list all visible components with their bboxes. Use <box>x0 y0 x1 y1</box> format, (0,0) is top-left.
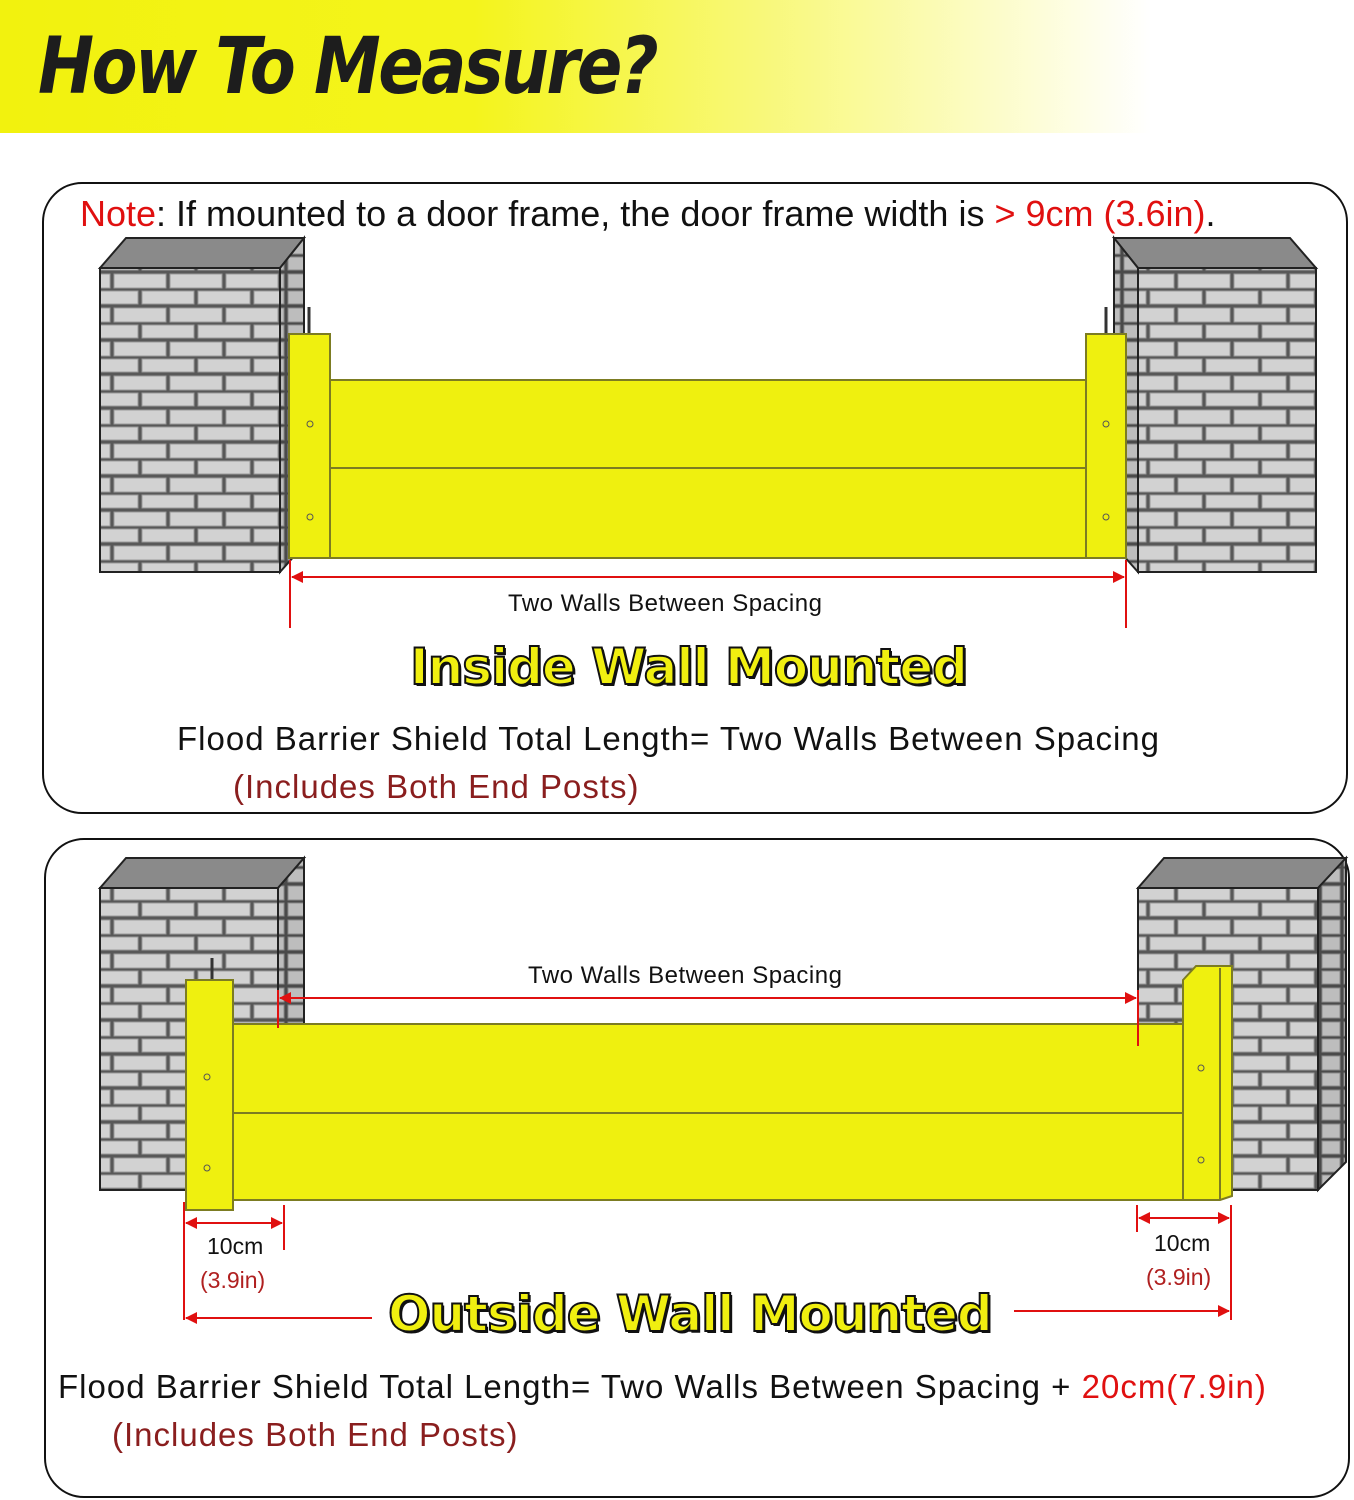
inside-barrier <box>289 307 1126 558</box>
inside-includes: (Includes Both End Posts) <box>233 768 640 805</box>
note-line <box>80 193 1216 235</box>
outside-title: Outside Wall Mounted <box>388 1285 992 1343</box>
outside-formula <box>58 1368 1267 1406</box>
note-value: > 9cm (3.6in) <box>994 193 1206 234</box>
inside-spacing-label: Two Walls Between Spacing <box>508 590 823 617</box>
inside-right-wall <box>1114 238 1316 572</box>
right-post-in: (3.9in) <box>1146 1264 1212 1290</box>
outside-formula-main: Flood Barrier Shield Total Length= Two Walls Between Spacing + <box>58 1368 1082 1405</box>
note-label: Note <box>80 193 157 234</box>
inside-title: Inside Wall Mounted <box>410 638 967 696</box>
left-post-cm: 10cm <box>207 1233 264 1259</box>
left-post-in: (3.9in) <box>200 1267 266 1293</box>
outside-includes: (Includes Both End Posts) <box>112 1416 519 1453</box>
note-end: . <box>1205 193 1216 234</box>
right-post-dimension <box>1137 1205 1231 1320</box>
inside-left-wall <box>100 238 304 572</box>
note-text: : If mounted to a door frame, the door frame width is <box>156 193 995 234</box>
left-post-dimension <box>184 1202 284 1320</box>
inside-formula: Flood Barrier Shield Total Length= Two Walls Between Spacing <box>177 720 1161 757</box>
page-title: How To Measure? <box>38 22 657 112</box>
outside-formula-extra: 20cm(7.9in) <box>1081 1368 1267 1405</box>
right-post-cm: 10cm <box>1154 1230 1211 1256</box>
outside-barrier <box>186 958 1232 1210</box>
outside-spacing-label: Two Walls Between Spacing <box>528 962 843 989</box>
